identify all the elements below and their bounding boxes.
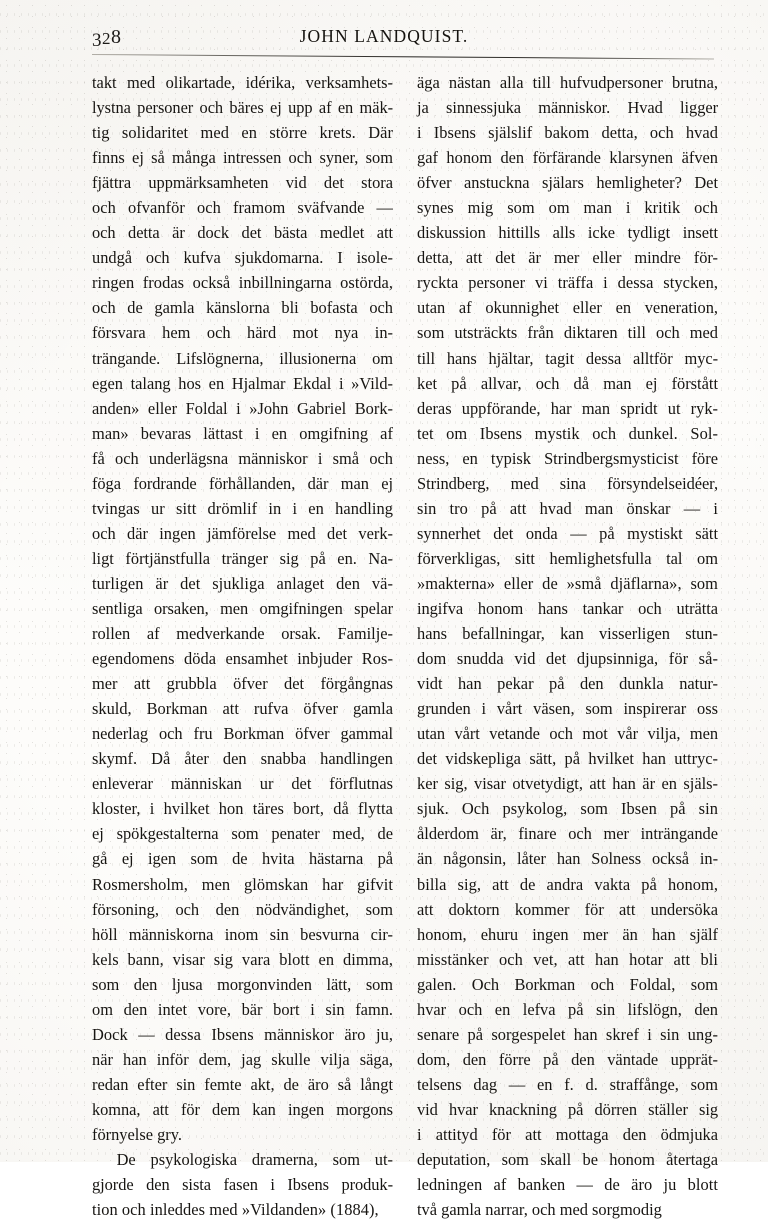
text-line: ja sinnessjuka människor. Hvad ligger	[417, 98, 718, 118]
text-line: få och underlägsna människor i små och	[92, 448, 393, 468]
text-line: billa sig, att de andra vakta på honom,	[417, 874, 718, 894]
text-line: Dock — dessa Ibsens människor äro ju,	[92, 1024, 393, 1044]
text-line: redan efter sin femte akt, de äro så långt	[92, 1074, 393, 1094]
text-line: vid hvar knackning på dörren ställer sig	[417, 1099, 718, 1119]
text-line: finns ej så många intressen och syner, som	[92, 148, 393, 168]
header-rule	[92, 54, 714, 60]
text-line: utan af okunnighet eller en veneration,	[417, 298, 718, 318]
text-body	[92, 70, 718, 1220]
text-line: hvar och en lefva på sin lifslögn, den	[417, 999, 718, 1019]
text-line: lystna personer och bäres ej upp af en mäk-	[92, 98, 393, 118]
text-line: höll människorna inom sin besvurna cir-	[92, 924, 393, 944]
text-line: »makterna» eller de »små djäflarna», som	[417, 573, 718, 593]
text-line: ker sig, visar otvetydigt, att han är en själs-	[417, 774, 718, 794]
text-line: förverkligas, sitt hemlighetsfulla tal om	[417, 548, 718, 568]
text-line: ryckta personer vi träffa i dessa stycken,	[417, 273, 718, 293]
text-line: om den intet vore, bär bort i sin famn.	[92, 999, 393, 1019]
text-line: skymf. Då åter den snabba handlingen	[92, 749, 393, 769]
text-line: man» bevaras lättast i en omgifning af	[92, 423, 393, 443]
text-line: misstänker och vet, att han hotar att bli	[417, 949, 718, 969]
text-line: sin tro på att hvad man önskar — i	[417, 498, 718, 518]
text-line: sjuk. Och psykolog, som Ibsen på sin	[417, 799, 718, 819]
text-line: gå ej igen som de hvita hästarna på	[92, 849, 393, 869]
text-line: rollen af medverkande orsak. Familje-	[92, 624, 393, 644]
text-line: förnyelse gry.	[92, 1124, 182, 1144]
text-line: äga nästan alla till hufvudpersoner brutna,	[417, 73, 718, 92]
text-line: komna, att för dem kan ingen morgons	[92, 1099, 393, 1119]
text-line: dom, den förre på den väntade upprät-	[417, 1049, 718, 1069]
text-line: ringen frodas också inbillningarna ostörda,	[92, 273, 393, 293]
text-line: fjättra uppmärksamheten vid det stora	[92, 173, 393, 193]
text-line: att doktorn kommer för att undersöka	[417, 899, 718, 919]
text-line: nederlag och fru Borkman öfver gammal	[92, 724, 393, 744]
page-header	[0, 0, 768, 60]
text-line: öfver anstuckna själars hemligheter? Det	[417, 173, 718, 193]
text-line: enleverar människan ur det förflutnas	[92, 774, 393, 794]
text-line: vidt han pekar på den dunkla natur-	[417, 674, 718, 694]
text-line: ingifva honom hans tankar och uträtta	[417, 598, 718, 618]
text-line: gaf honom den förfärande klarsynen äfven	[417, 148, 718, 168]
text-line: tig solidaritet med en större krets. Där	[92, 123, 393, 143]
paragraph	[417, 70, 718, 1222]
text-line: tet om Ibsens mystik och dunkel. Sol-	[417, 423, 718, 443]
text-line: sentliga orsaken, men omgifningen spelar	[92, 598, 393, 618]
text-line: det vidskepliga sätt, på hvilket han uttryc-	[417, 749, 718, 769]
text-line: synnerhet det onda — på mystiskt sätt	[417, 523, 718, 543]
text-line: gjorde den sista fasen i Ibsens produk-	[92, 1175, 393, 1195]
text-line: försoning, och den nödvändighet, som	[92, 899, 393, 919]
text-line: Rosmersholm, men glömskan har gifvit	[92, 874, 393, 894]
text-line: till hans hjältar, tagit dessa alltför myc-	[417, 348, 718, 368]
text-line: undgå och kufva sjukdomarna. I isole-	[92, 248, 393, 268]
text-line: ålderdom är, finare och mer inträngande	[417, 824, 718, 844]
text-line: utan vårt vetande och mot vår vilja, men	[417, 724, 718, 744]
text-line: dom snudda vid det djupsinniga, för så-	[417, 649, 718, 669]
text-line: De psykologiska dramerna, som ut-	[116, 1150, 393, 1170]
text-line: senare på sorgespelet han skref i sin ung-	[417, 1024, 718, 1044]
text-line: egendomens döda ensamhet inbjuder Ros-	[92, 649, 393, 669]
text-line: egen talang hos en Hjalmar Ekdal i »Vild-	[92, 373, 393, 393]
text-line: i attityd för att mottaga den ödmjuka	[417, 1124, 718, 1144]
text-line: i Ibsens själslif bakom detta, och hvad	[417, 123, 718, 143]
text-line: ness, en typisk Strindbergsmysticist före	[417, 448, 718, 468]
text-line: kloster, i hvilket hon täres bort, då flytta	[92, 799, 393, 819]
text-line: deputation, som skall be honom återtaga	[417, 1150, 718, 1170]
text-line: och de gamla känslorna bli bofasta och	[92, 298, 393, 318]
text-line: när han inför dem, jag skulle vilja säga,	[92, 1049, 393, 1069]
text-line: mer att grubbla öfver det förgångnas	[92, 674, 393, 694]
text-line: trängande. Lifslögnerna, illusionerna om	[92, 348, 393, 368]
text-line: galen. Och Borkman och Foldal, som	[417, 974, 718, 994]
text-line: och där ingen jämförelse med det verk-	[92, 523, 393, 543]
text-line: deras uppförande, har man spridt ut ryk-	[417, 398, 718, 418]
text-line: diskussion hittills alls icke tydligt insett	[417, 223, 718, 243]
page-number: 328	[92, 26, 122, 51]
text-line: anden» eller Foldal i »John Gabriel Bork-	[92, 398, 393, 418]
text-line: hans befallningar, kan visserligen stun-	[417, 624, 718, 644]
right-column	[417, 70, 718, 1220]
paragraph	[92, 70, 393, 1147]
paragraph	[92, 1147, 393, 1222]
left-column	[92, 70, 393, 1220]
text-line: ligt förtjänstfulla tränger sig på en. Na-	[92, 548, 393, 568]
running-head: JOHN LANDQUIST.	[299, 26, 469, 46]
text-line: föga fordrande förhållanden, där man ej	[92, 473, 393, 493]
text-line: tvingas ur sitt drömlif in i en handling	[92, 498, 393, 518]
text-line: än någonsin, låter han Solness också in-	[417, 849, 718, 869]
text-line: detta, att det är mer eller mindre för-	[417, 248, 718, 268]
text-line: grunden i vårt väsen, som inspirerar oss	[417, 699, 718, 719]
text-line: skuld, Borkman att rufva öfver gamla	[92, 699, 393, 719]
text-line: två gamla narrar, och med sorgmodig	[417, 1200, 662, 1220]
text-line: ledningen af banken — de äro ju blott	[417, 1175, 718, 1195]
text-line: synes mig som om man i kritik och	[417, 198, 718, 218]
text-line: och detta är dock det bästa medlet att	[92, 223, 393, 243]
text-line: tion och inleddes med »Vildanden» (1884),	[92, 1200, 379, 1220]
text-line: som den ljusa morgonvinden lätt, som	[92, 974, 393, 994]
text-line: ket på allvar, och då man ej förstått	[417, 373, 718, 393]
text-line: Strindberg, med sina försyndelseidéer,	[417, 473, 718, 493]
text-line: takt med olikartade, idérika, verksamhets-	[92, 73, 393, 92]
text-line: telsens dag — en f. d. straffånge, som	[417, 1074, 718, 1094]
text-line: försvara hem och härd mot nya in-	[92, 323, 393, 343]
text-line: kels bann, visar sig vara blott en dimma,	[92, 949, 393, 969]
text-line: honom, ehuru ingen mer än han själf	[417, 924, 718, 944]
text-line: turligen är det sjukliga anlaget den vä-	[92, 573, 393, 593]
text-line: som utsträckts från diktaren till och med	[417, 323, 718, 343]
text-line: och ofvanför och framom sväfvande —	[92, 198, 393, 218]
text-line: ej spökgestalterna som penater med, de	[92, 824, 393, 844]
